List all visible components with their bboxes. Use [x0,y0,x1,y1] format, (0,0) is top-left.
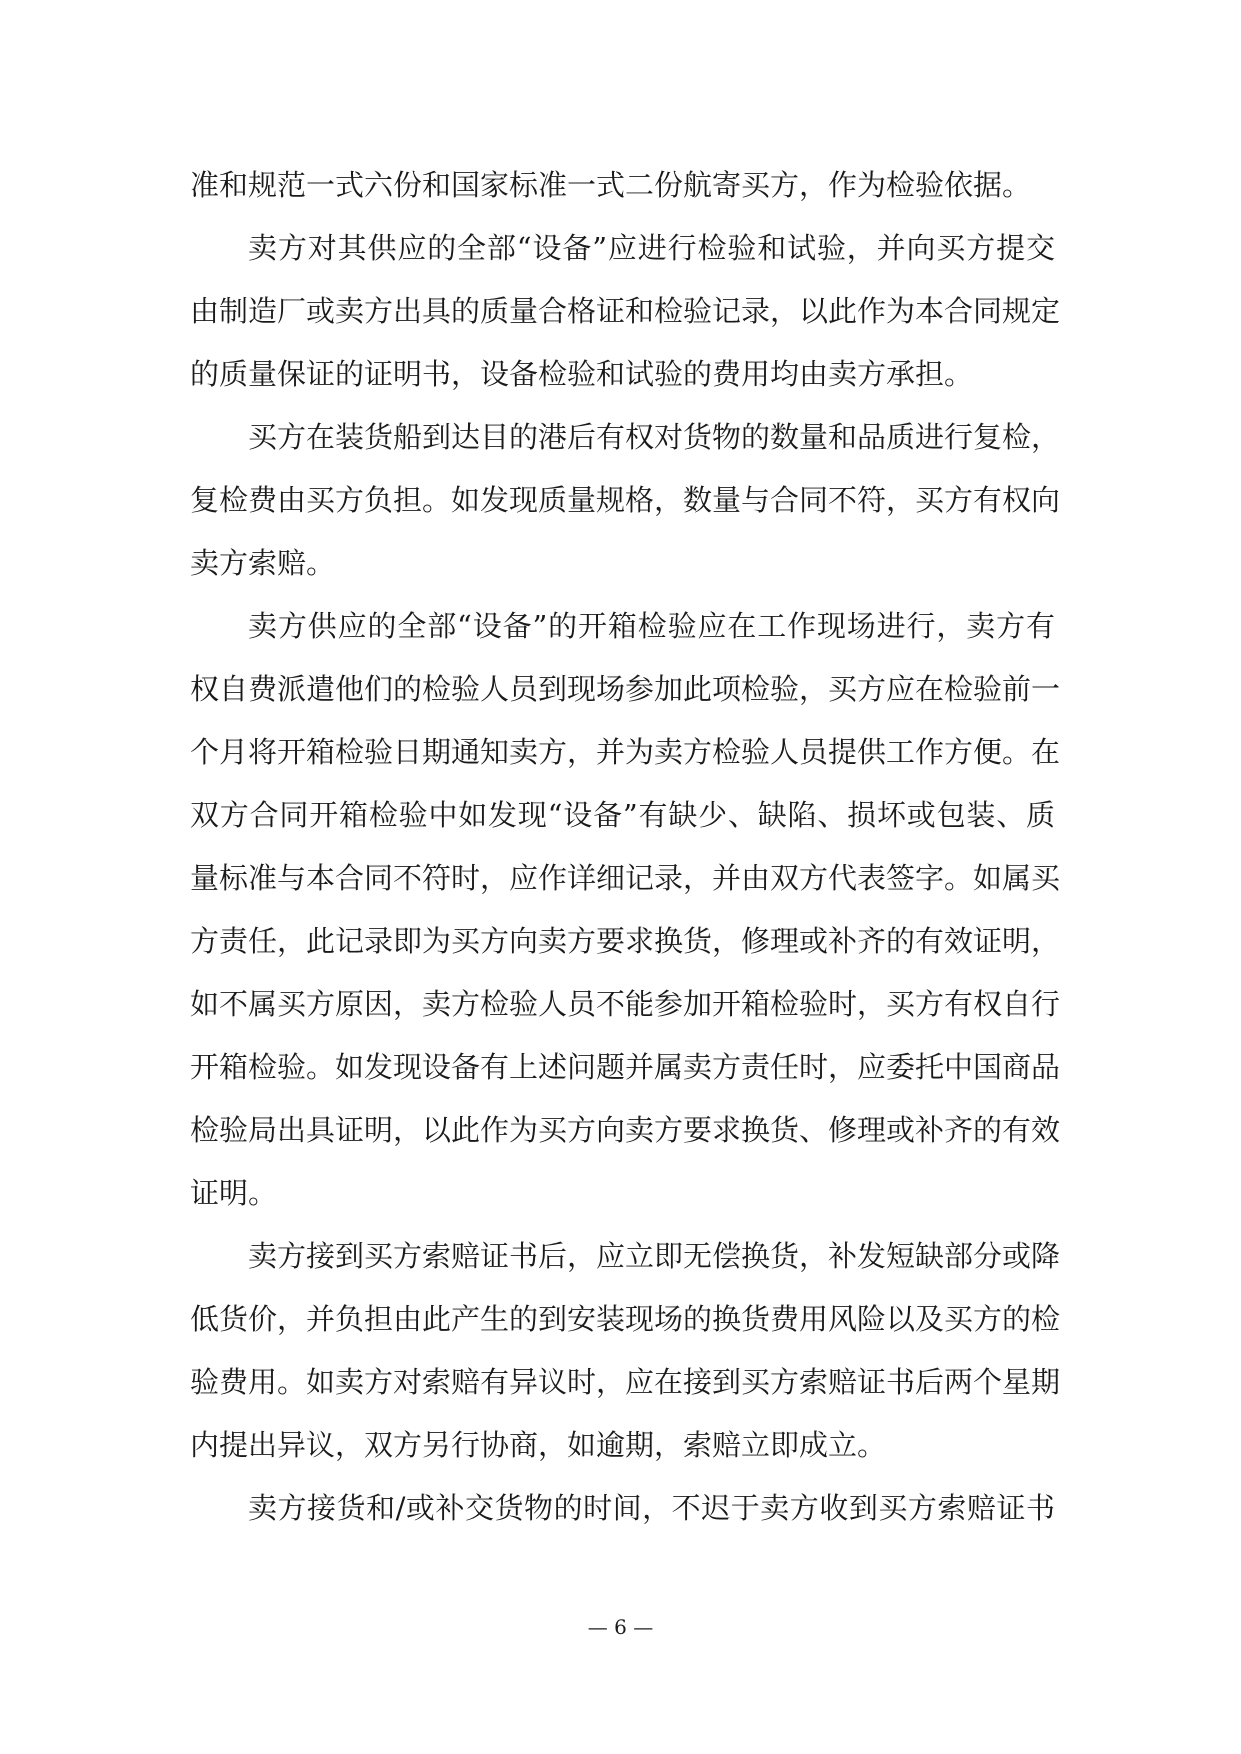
text-line: 卖方接到买方索赔证书后，应立即无偿换货，补发短缺部分或降 [248,1239,1061,1273]
paragraph-3 [190,406,1061,595]
page-number: — 6 — [587,1615,654,1639]
paragraph-4 [190,595,1061,1225]
text-line: 如不属买方原因，卖方检验人员不能参加开箱检验时，买方有权自行 [190,987,1061,1021]
text-line: 低货价，并负担由此产生的到安装现场的换货费用风险以及买方的检 [190,1302,1061,1336]
text-line: 证明。 [190,1176,278,1210]
paragraph-5 [190,1225,1061,1477]
text-line: 由制造厂或卖方出具的质量合格证和检验记录，以此作为本合同规定 [190,294,1061,328]
text-line: 准和规范一式六份和国家标准一式二份航寄买方，作为检验依据。 [190,168,1032,202]
text-line: 买方在装货船到达目的港后有权对货物的数量和品质进行复检， [248,420,1061,454]
text-line: 个月将开箱检验日期通知卖方，并为卖方检验人员提供工作方便。在 [190,735,1061,769]
text-line: 卖方对其供应的全部“设备”应进行检验和试验，并向买方提交 [248,231,1055,265]
text-line: 卖方接货和/或补交货物的时间，不迟于卖方收到买方索赔证书 [248,1491,1055,1525]
text-line: 双方合同开箱检验中如发现“设备”有缺少、缺陷、损坏或包装、质 [190,798,1055,832]
text-line: 复检费由买方负担。如发现质量规格，数量与合同不符，买方有权向 [190,483,1061,517]
text-line: 卖方索赔。 [190,546,336,580]
text-line: 验费用。如卖方对索赔有异议时，应在接到买方索赔证书后两个星期 [190,1365,1061,1399]
text-line: 的质量保证的证明书，设备检验和试验的费用均由卖方承担。 [190,357,974,391]
text-line: 方责任，此记录即为买方向卖方要求换货，修理或补齐的有效证明， [190,924,1061,958]
paragraph-1 [190,154,1055,217]
document-body [190,154,1061,1540]
paragraph-6 [190,1477,1055,1540]
text-line: 开箱检验。如发现设备有上述问题并属卖方责任时，应委托中国商品 [190,1050,1061,1084]
text-line: 卖方供应的全部“设备”的开箱检验应在工作现场进行，卖方有 [248,609,1055,643]
text-line: 检验局出具证明，以此作为买方向卖方要求换货、修理或补齐的有效 [190,1113,1061,1147]
text-line: 量标准与本合同不符时，应作详细记录，并由双方代表签字。如属买 [190,861,1061,895]
paragraph-2 [190,217,1061,406]
text-line: 权自费派遣他们的检验人员到现场参加此项检验，买方应在检验前一 [190,672,1061,706]
text-line: 内提出异议，双方另行协商，如逾期，索赔立即成立。 [190,1428,887,1462]
